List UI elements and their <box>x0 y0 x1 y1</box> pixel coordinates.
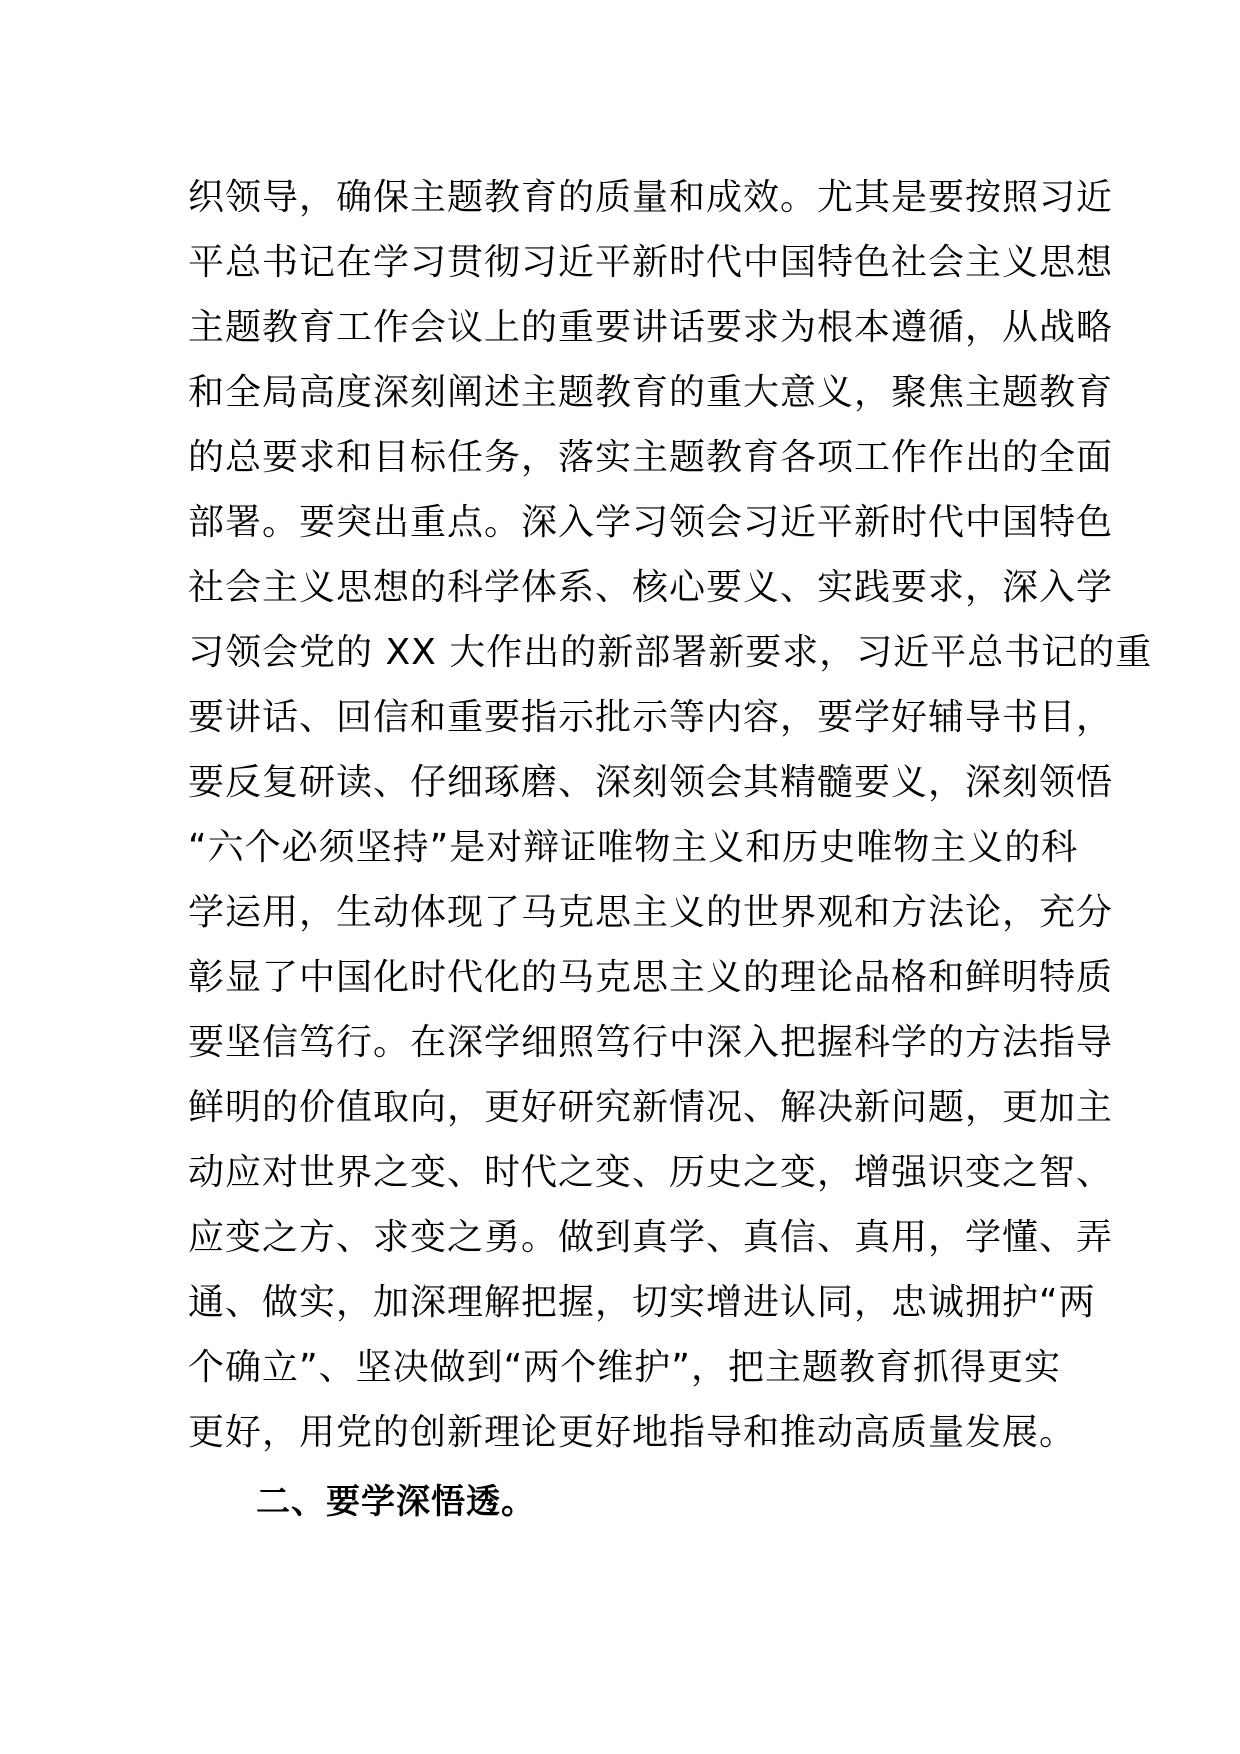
paragraph-line: 应变之方、求变之勇。做到真学、真信、真用，学懂、弄 <box>188 1217 1114 1258</box>
section-heading: 二、要学深悟透。 <box>256 1482 536 1522</box>
paragraph-line: 要反复研读、仔细琢磨、深刻领会其精髓要义，深刻领悟 <box>188 762 1114 803</box>
paragraph-line: 要坚信笃行。在深学细照笃行中深入把握科学的方法指导 <box>188 1022 1114 1063</box>
paragraph-line: 习领会党的 XX 大作出的新部署新要求，习近平总书记的重 <box>188 632 1153 673</box>
paragraph-line: 更好，用党的创新理论更好地指导和推动高质量发展。 <box>188 1412 1077 1453</box>
paragraph-line: “六个必须坚持”是对辩证唯物主义和历史唯物主义的科 <box>188 827 1079 868</box>
paragraph-line: 要讲话、回信和重要指示批示等内容，要学好辅导书目， <box>188 697 1114 738</box>
body-paragraph <box>188 165 1153 1465</box>
paragraph-line: 个确立”、坚决做到“两个维护”，把主题教育抓得更实 <box>188 1347 1061 1388</box>
paragraph-line: 平总书记在学习贯彻习近平新时代中国特色社会主义思想 <box>188 242 1114 283</box>
paragraph-line: 鲜明的价值取向，更好研究新情况、解决新问题，更加主 <box>188 1087 1114 1128</box>
paragraph-line: 社会主义思想的科学体系、核心要义、实践要求，深入学 <box>188 567 1114 608</box>
paragraph-line: 彰显了中国化时代化的马克思主义的理论品格和鲜明特质 <box>188 957 1114 998</box>
paragraph-line: 部署。要突出重点。深入学习领会习近平新时代中国特色 <box>188 502 1114 543</box>
paragraph-line: 和全局高度深刻阐述主题教育的重大意义，聚焦主题教育 <box>188 372 1114 413</box>
paragraph-line: 学运用，生动体现了马克思主义的世界观和方法论，充分 <box>188 892 1114 933</box>
paragraph-line: 的总要求和目标任务，落实主题教育各项工作作出的全面 <box>188 437 1114 478</box>
paragraph-line: 通、做实，加深理解把握，切实增进认同，忠诚拥护“两 <box>188 1282 1096 1323</box>
paragraph-line: 主题教育工作会议上的重要讲话要求为根本遵循，从战略 <box>188 307 1114 348</box>
paragraph-line: 动应对世界之变、时代之变、历史之变，增强识变之智、 <box>188 1152 1114 1193</box>
paragraph-line: 织领导，确保主题教育的质量和成效。尤其是要按照习近 <box>188 177 1114 218</box>
